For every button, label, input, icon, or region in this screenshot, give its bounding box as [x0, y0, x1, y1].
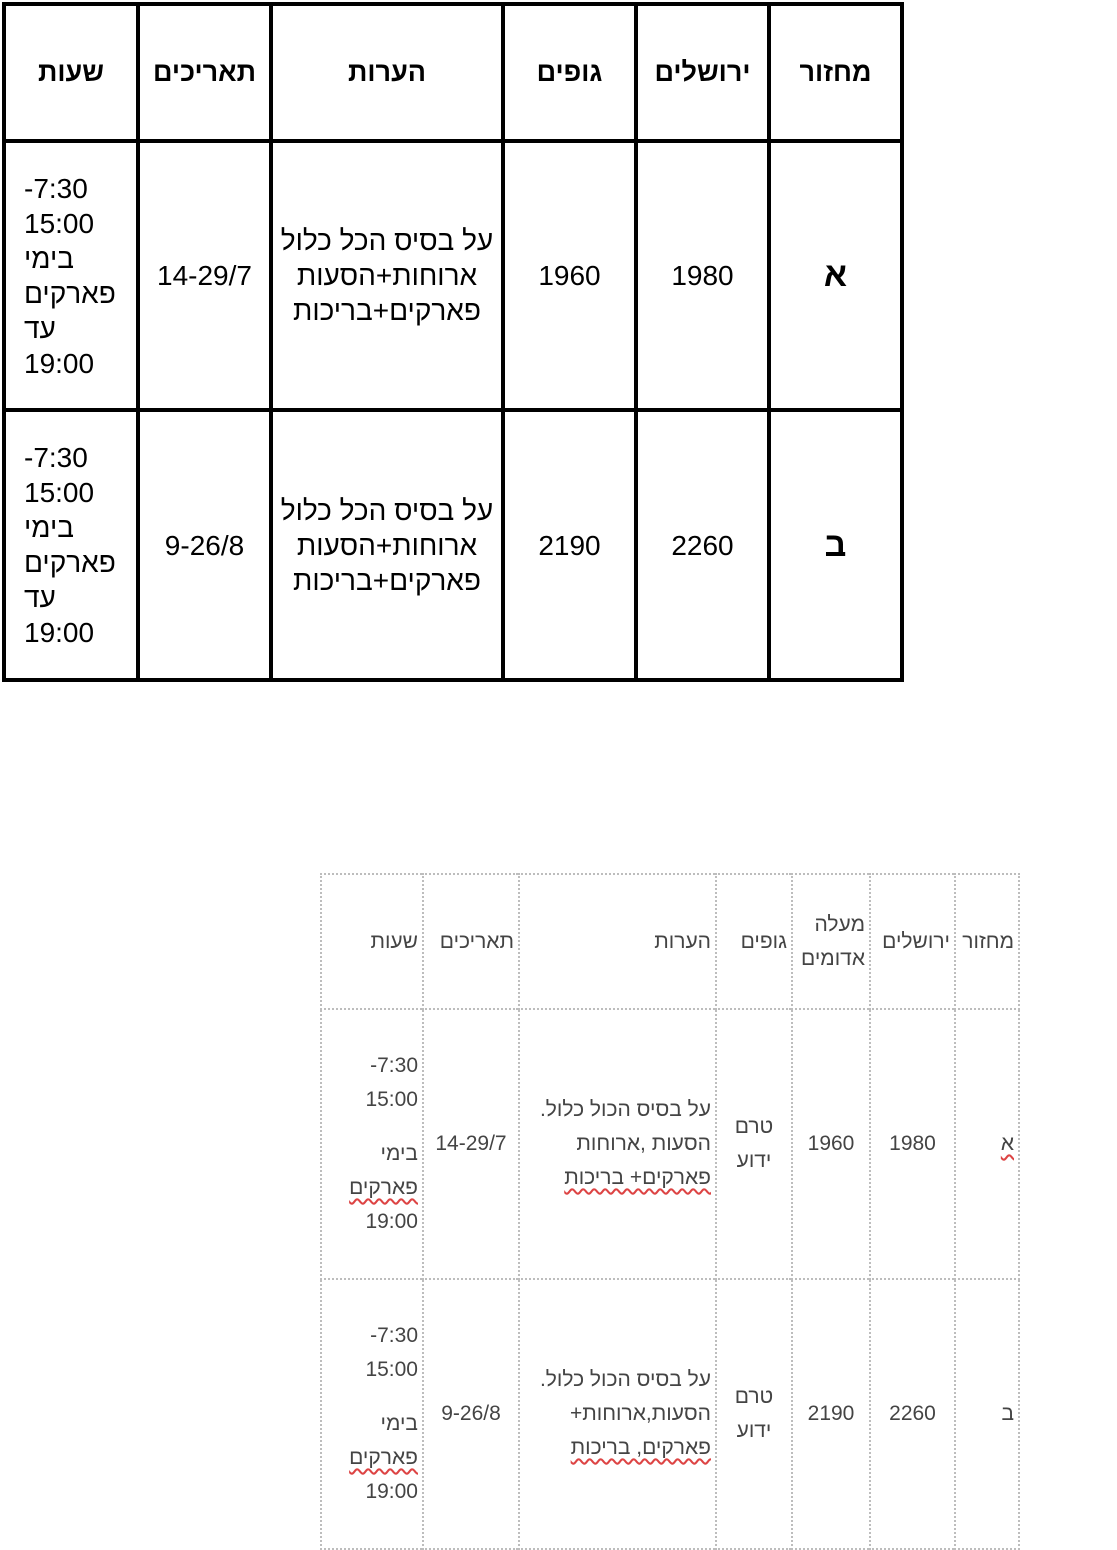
- cycle-cell: ב: [769, 410, 902, 680]
- jerusalem-price: 1980: [870, 1009, 955, 1279]
- gufim-line: ידוע: [736, 1149, 772, 1172]
- jerusalem-price: 2260: [636, 410, 769, 680]
- notes-line: על בסיס הכל כלול: [280, 225, 494, 257]
- notes-cell: [271, 410, 503, 680]
- table-header-row: [4, 4, 902, 141]
- cycle-cell: ב: [955, 1279, 1019, 1549]
- header-line: אדומים: [801, 946, 865, 970]
- header-maale-adumim: [792, 874, 870, 1009]
- header-jerusalem: ירושלים: [636, 4, 769, 141]
- hours-line: 19:00: [365, 1210, 418, 1233]
- hours-line: 19:00: [24, 347, 95, 379]
- notes-line: פארקים, בריכות: [570, 1436, 711, 1459]
- hours-line: פארקים: [349, 1446, 418, 1469]
- table-row: [321, 1279, 1019, 1549]
- hours-line: 19:00: [24, 617, 95, 649]
- hours-line: פארקים: [24, 277, 116, 309]
- hours-line: פארקים: [24, 547, 116, 579]
- top-schedule-table: [2, 2, 904, 682]
- hours-cell: [4, 410, 138, 680]
- table-row: [4, 141, 902, 411]
- notes-line: ארוחות+הסעות: [296, 260, 478, 292]
- maale-adumim-price: 2190: [792, 1279, 870, 1549]
- gufim-line: טרם: [734, 1385, 774, 1408]
- header-gufim: גופים: [503, 4, 636, 141]
- notes-cell: [271, 141, 503, 411]
- dates-cell: 9-26/8: [138, 410, 271, 680]
- header-dates: תאריכים: [423, 874, 519, 1009]
- cycle-letter: א: [1000, 1132, 1014, 1155]
- gufim-line: ידוע: [736, 1419, 772, 1442]
- hours-line: עד: [24, 312, 56, 344]
- hours-line: 7:30-: [24, 172, 88, 204]
- hours-cell: [321, 1009, 423, 1279]
- header-dates: תאריכים: [138, 4, 271, 141]
- cycle-cell: [955, 1009, 1019, 1279]
- header-gufim: גופים: [716, 874, 792, 1009]
- table-row: [4, 410, 902, 680]
- gufim-line: טרם: [734, 1115, 774, 1138]
- bottom-schedule-table: [320, 873, 1020, 1550]
- hours-line: בימי: [380, 1412, 418, 1435]
- gufim-price: 2190: [503, 410, 636, 680]
- hours-line: בימי: [24, 512, 74, 544]
- hours-line: 19:00: [365, 1480, 418, 1503]
- header-line: מעלה: [814, 912, 865, 936]
- hours-cell: [321, 1279, 423, 1549]
- hours-line: 7:30-: [370, 1324, 418, 1347]
- table-header-row: [321, 874, 1019, 1009]
- jerusalem-price: 1980: [636, 141, 769, 411]
- maale-adumim-price: 1960: [792, 1009, 870, 1279]
- notes-line: על בסיס הכול כלול.: [539, 1368, 711, 1391]
- gufim-price: 1960: [503, 141, 636, 411]
- notes-line: על בסיס הכול כלול.: [539, 1098, 711, 1121]
- hours-line: 7:30-: [370, 1054, 418, 1077]
- header-hours: שעות: [4, 4, 138, 141]
- header-jerusalem: ירושלים: [870, 874, 955, 1009]
- notes-line: פארקים+בריכות: [293, 564, 481, 596]
- notes-cell: [519, 1009, 716, 1279]
- notes-line: פארקים+בריכות: [293, 295, 481, 327]
- header-notes: הערות: [271, 4, 503, 141]
- notes-line: הסעות ,ארוחות: [576, 1132, 711, 1155]
- cycle-cell: א: [769, 141, 902, 411]
- dates-cell: 14-29/7: [423, 1009, 519, 1279]
- header-notes: הערות: [519, 874, 716, 1009]
- hours-line: 7:30-: [24, 442, 88, 474]
- hours-line: 15:00: [24, 207, 95, 239]
- hours-spacer: [326, 1387, 418, 1407]
- jerusalem-price: 2260: [870, 1279, 955, 1549]
- hours-line: 15:00: [365, 1358, 418, 1381]
- table-row: [321, 1009, 1019, 1279]
- gufim-cell: [716, 1009, 792, 1279]
- dates-cell: 14-29/7: [138, 141, 271, 411]
- hours-line: 15:00: [365, 1088, 418, 1111]
- hours-line: בימי: [24, 242, 74, 274]
- hours-cell: [4, 141, 138, 411]
- notes-line: על בסיס הכל כלול: [280, 494, 494, 526]
- hours-line: בימי: [380, 1142, 418, 1165]
- gufim-cell: [716, 1279, 792, 1549]
- hours-line: 15:00: [24, 477, 95, 509]
- header-cycle: מחזור: [955, 874, 1019, 1009]
- notes-line: הסעות,ארוחות+: [569, 1402, 711, 1425]
- notes-cell: [519, 1279, 716, 1549]
- dates-cell: 9-26/8: [423, 1279, 519, 1549]
- hours-line: פארקים: [349, 1176, 418, 1199]
- notes-line: פארקים+ בריכות: [564, 1166, 711, 1189]
- hours-line: עד: [24, 582, 56, 614]
- header-hours: שעות: [321, 874, 423, 1009]
- header-cycle: מחזור: [769, 4, 902, 141]
- notes-line: ארוחות+הסעות: [296, 529, 478, 561]
- hours-spacer: [326, 1117, 418, 1137]
